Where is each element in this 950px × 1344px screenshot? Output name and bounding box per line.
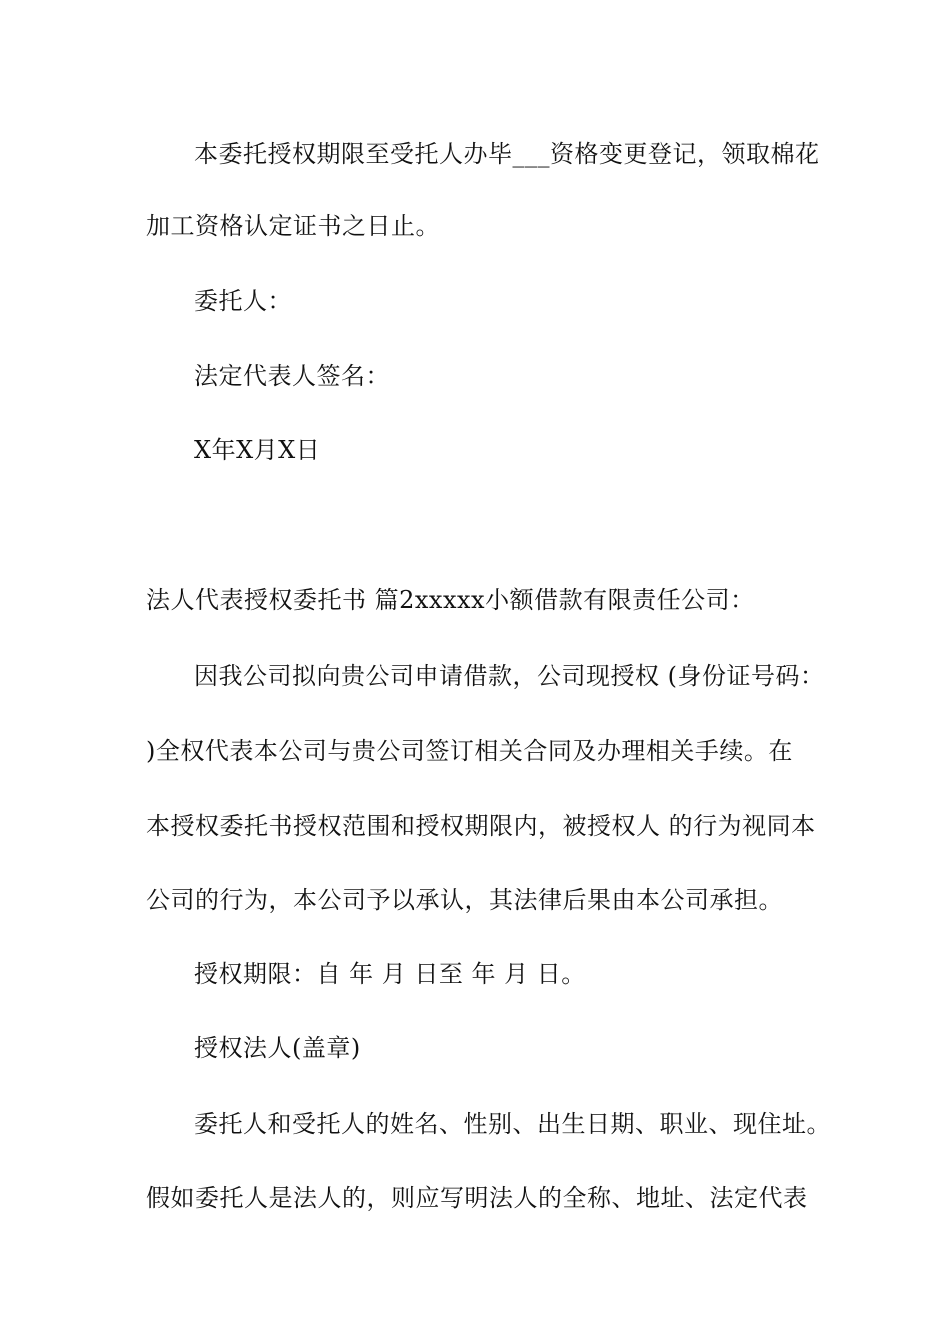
paragraph-line-personal-details: 委托人和受托人的姓名、性别、出生日期、职业、现住址。 xyxy=(194,1110,831,1138)
authorizing-entity-seal-line: 授权法人(盖章) xyxy=(194,1034,361,1062)
paragraph-line-authorization-scope: 本授权委托书授权范围和授权期限内，被授权人 的行为视同本 xyxy=(146,812,816,840)
paragraph-line-authorization-period: 本委托授权期限至受托人办毕___资格变更登记，领取棉花 xyxy=(194,140,820,168)
paragraph-line-loan-request: 因我公司拟向贵公司申请借款，公司现授权 (身份证号码： xyxy=(194,662,825,690)
date-line: X年X月X日 xyxy=(194,436,321,464)
legal-representative-signature-label: 法定代表人签名： xyxy=(194,362,390,390)
section-title-line: 法人代表授权委托书 篇2xxxxx小额借款有限责任公司： xyxy=(146,586,755,614)
paragraph-line-certificate: 加工资格认定证书之日止。 xyxy=(146,212,440,240)
principal-label: 委托人： xyxy=(194,287,292,315)
authorization-period-line: 授权期限：自 年 月 日至 年 月 日。 xyxy=(194,960,586,988)
paragraph-line-legal-consequences: 公司的行为，本公司予以承认，其法律后果由本公司承担。 xyxy=(146,886,783,914)
paragraph-line-legal-person-details: 假如委托人是法人的，则应写明法人的全称、地址、法定代表 xyxy=(146,1184,808,1212)
paragraph-line-full-authority: )全权代表本公司与贵公司签订相关合同及办理相关手续。在 xyxy=(146,737,793,765)
